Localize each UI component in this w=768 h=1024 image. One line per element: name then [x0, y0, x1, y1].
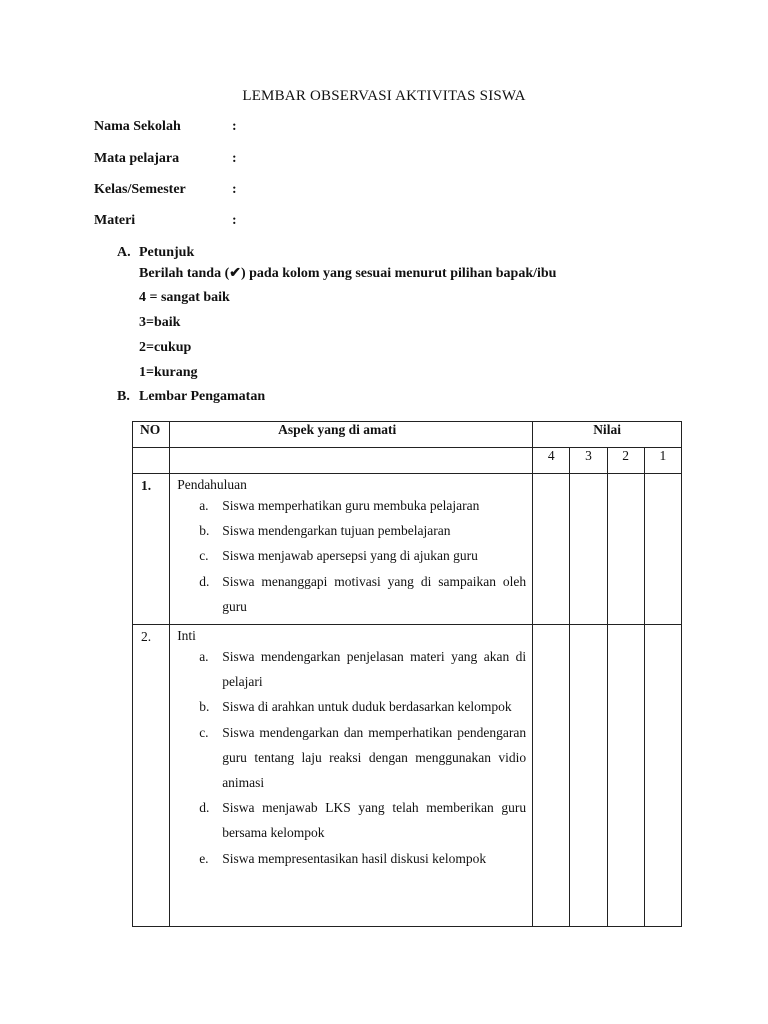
scale-item: 4 = sangat baik — [139, 290, 230, 305]
item-text: Siswa mendengarkan penjelasan materi yang akan di pelajari — [222, 649, 527, 690]
list-item — [170, 795, 532, 845]
field-separator: : — [232, 119, 237, 134]
field-separator: : — [232, 182, 237, 197]
aspect-list — [170, 644, 532, 871]
item-letter: b. — [199, 523, 210, 539]
item-text: Siswa menjawab LKS yang telah memberikan guru bersama kelompok — [222, 800, 527, 841]
list-item — [170, 846, 532, 871]
document-title: LEMBAR OBSERVASI AKTIVITAS SISWA — [242, 88, 526, 104]
observation-table — [132, 421, 682, 927]
field-nama-sekolah — [94, 119, 237, 135]
item-text: Siswa menjawab apersepsi yang di ajukan guru — [222, 548, 478, 564]
aspect-cell — [170, 474, 533, 625]
score-cell[interactable] — [533, 625, 570, 927]
row-number: 1. — [133, 474, 170, 625]
item-letter: e. — [199, 850, 209, 866]
scale-item: 1=kurang — [139, 365, 198, 380]
score-cell[interactable] — [644, 625, 681, 927]
score-cell[interactable] — [570, 474, 607, 625]
item-letter: c. — [199, 548, 209, 564]
header-score: Nilai — [533, 422, 682, 448]
score-level-1: 1 — [644, 448, 681, 474]
field-kelas-semester — [94, 182, 237, 198]
row-number: 2. — [133, 625, 170, 927]
table-header-row — [133, 422, 682, 448]
list-item — [170, 644, 532, 694]
header-no: NO — [133, 422, 170, 448]
header-aspect: Aspek yang di amati — [170, 422, 533, 448]
table-row — [133, 474, 682, 625]
item-text: Siswa mendengarkan tujuan pembelajaran — [222, 523, 451, 539]
score-cell[interactable] — [607, 474, 644, 625]
scale-item: 2=cukup — [139, 340, 192, 355]
list-item — [170, 694, 532, 719]
list-item — [170, 720, 532, 796]
list-item — [170, 493, 532, 518]
field-materi — [94, 213, 237, 229]
item-letter: b. — [199, 699, 210, 715]
item-letter: a. — [199, 649, 209, 664]
section-title: Lembar Pengamatan — [139, 389, 266, 404]
item-letter: c. — [199, 724, 209, 740]
section-name: Pendahuluan — [177, 477, 247, 492]
section-marker: A. — [117, 245, 131, 260]
aspect-list — [170, 493, 532, 619]
score-cell[interactable] — [644, 474, 681, 625]
section-name: Inti — [177, 628, 196, 643]
field-label: Kelas/Semester — [94, 182, 186, 197]
item-letter: d. — [199, 800, 210, 816]
item-text: Siswa di arahkan untuk duduk berdasarkan kelompok — [222, 699, 512, 715]
field-separator: : — [232, 151, 237, 166]
list-item — [170, 518, 532, 543]
empty-cell — [133, 448, 170, 474]
score-level-row — [133, 448, 682, 474]
score-level-4: 4 — [533, 448, 570, 474]
item-letter: a. — [199, 498, 209, 513]
instruction-text: Berilah tanda (✔) pada kolom yang sesuai menurut pilihan bapak/ibu — [139, 266, 557, 281]
aspect-cell — [170, 625, 533, 927]
score-cell[interactable] — [570, 625, 607, 927]
section-marker: B. — [117, 389, 130, 404]
section-title: Petunjuk — [139, 245, 195, 260]
field-mata-pelajaran — [94, 151, 237, 167]
item-text: Siswa mempresentasikan hasil diskusi kelompok — [222, 850, 487, 866]
scale-item: 3=baik — [139, 315, 181, 330]
field-label: Mata pelajara — [94, 151, 180, 166]
field-label: Nama Sekolah — [94, 119, 181, 134]
table-row — [133, 625, 682, 927]
score-cell[interactable] — [607, 625, 644, 927]
item-text: Siswa memperhatikan guru membuka pelajaran — [222, 498, 480, 513]
score-level-2: 2 — [607, 448, 644, 474]
item-text: Siswa mendengarkan dan memperhatikan pendengaran guru tentang laju reaksi dengan menggunakan vidio animasi — [222, 724, 527, 791]
field-separator: : — [232, 213, 237, 228]
list-item — [170, 569, 532, 619]
empty-cell — [170, 448, 533, 474]
score-level-3: 3 — [570, 448, 607, 474]
field-label: Materi — [94, 213, 136, 228]
list-item — [170, 543, 532, 568]
item-text: Siswa menanggapi motivasi yang di sampaikan oleh guru — [222, 573, 527, 614]
item-letter: d. — [199, 573, 210, 589]
score-cell[interactable] — [533, 474, 570, 625]
